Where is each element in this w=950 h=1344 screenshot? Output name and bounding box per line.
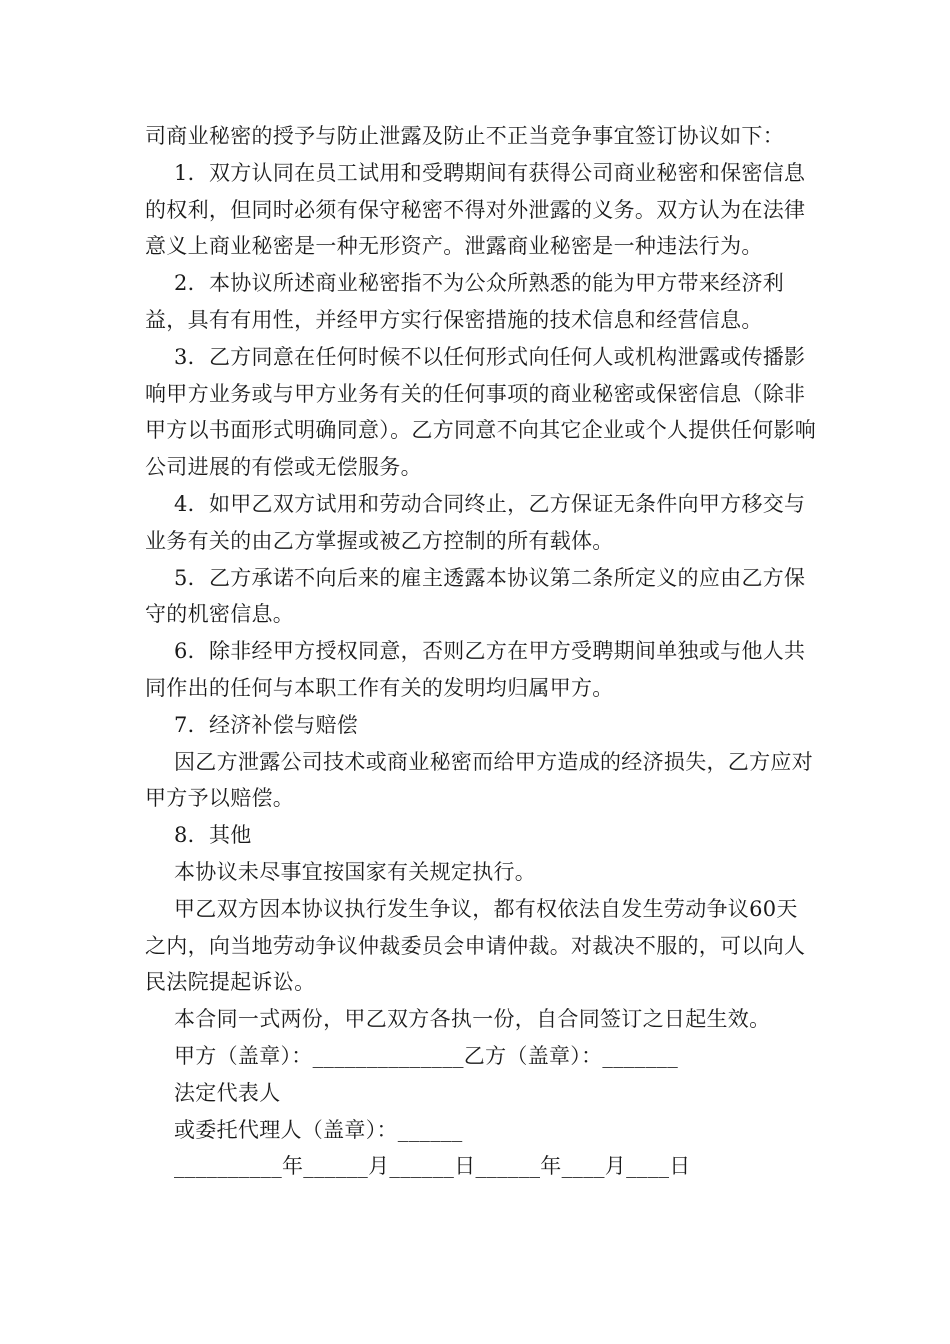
legal-representative-line: 法定代表人 (174, 1080, 281, 1105)
clause-8-paragraph-1: 本协议未尽事宜按国家有关规定执行。 (174, 859, 537, 884)
clause-3-paragraph: 3．乙方同意在任何时候不以任何形式向任何人或机构泄露或传播影响甲方业务或与甲方业务有关的任何事项的商业秘密或保密信息（除非甲方以书面形式明确同意）。乙方同意不向其它企业或个人提供任何影响公司进展的有偿或无偿服务。 (145, 344, 817, 480)
date-line: __________年______月______日______年____月____日 (174, 1154, 691, 1179)
clause-7-heading: 7．经济补偿与赔偿 (174, 712, 359, 737)
agreement-body (145, 118, 817, 1185)
clause-4-paragraph: 4．如甲乙双方试用和劳动合同终止，乙方保证无条件向甲方移交与业务有关的由乙方掌握或被乙方控制的所有载体。 (145, 491, 806, 553)
clause-2-paragraph: 2．本协议所述商业秘密指不为公众所熟悉的能为甲方带来经济利益，具有有用性，并经甲方实行保密措施的技术信息和经营信息。 (145, 271, 785, 332)
clause-1-paragraph: 1．双方认同在员工试用和受聘期间有获得公司商业秘密和保密信息的权利，但同时必须有保守秘密不得对外泄露的义务。双方认为在法律意义上商业秘密是一种无形资产。泄露商业秘密是一种违法行为。 (145, 160, 806, 259)
signature-party-line: 甲方（盖章）：______________乙方（盖章）：_______ (174, 1043, 678, 1068)
intro-paragraph: 司商业秘密的授予与防止泄露及防止不正当竞争事宜签订协议如下： (145, 124, 784, 148)
clause-8-paragraph-2: 甲乙双方因本协议执行发生争议，都有权依法自发生劳动争议60天之内，向当地劳动争议仲裁委员会申请仲裁。对裁决不服的，可以向人民法院提起诉讼。 (145, 896, 806, 995)
clause-5-paragraph: 5．乙方承诺不向后来的雇主透露本协议第二条所定义的应由乙方保守的机密信息。 (145, 565, 806, 627)
validity-paragraph: 本合同一式两份，甲乙双方各执一份，自合同签订之日起生效。 (174, 1007, 771, 1032)
clause-8-heading: 8．其他 (174, 823, 252, 848)
clause-6-paragraph: 6．除非经甲方授权同意，否则乙方在甲方受聘期间单独或与他人共同作出的任何与本职工作有关的发明均归属甲方。 (145, 639, 806, 700)
agent-signature-line: 或委托代理人（盖章）：______ (174, 1117, 463, 1142)
clause-7-paragraph: 因乙方泄露公司技术或商业秘密而给甲方造成的经济损失，乙方应对甲方予以赔偿。 (145, 749, 813, 811)
